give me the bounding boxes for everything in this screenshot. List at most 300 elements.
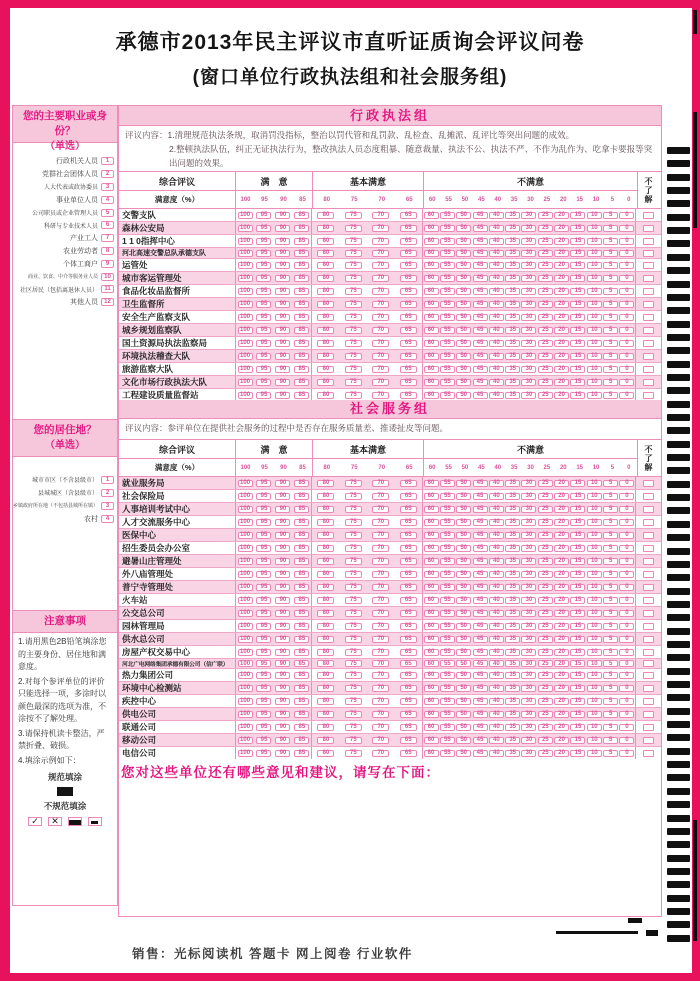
score-bubble[interactable]: 45 (473, 340, 488, 347)
score-bubble[interactable]: 85 (294, 545, 309, 552)
score-bubble[interactable]: 50 (456, 327, 471, 334)
score-bubble[interactable]: 80 (317, 340, 334, 347)
score-bubble[interactable]: 55 (440, 250, 455, 257)
score-bubble[interactable]: 30 (521, 392, 536, 399)
score-bubble[interactable]: 25 (538, 340, 553, 347)
score-bubble[interactable]: 50 (456, 238, 471, 245)
score-bubble[interactable]: 25 (538, 737, 553, 744)
score-bubble[interactable]: 55 (440, 698, 455, 705)
score-bubble[interactable]: 20 (554, 532, 569, 539)
score-bubble[interactable]: 95 (256, 262, 271, 269)
score-bubble[interactable]: 15 (570, 314, 585, 321)
score-bubble[interactable]: 20 (554, 610, 569, 617)
score-bubble[interactable]: 30 (521, 597, 536, 604)
score-bubble[interactable]: 65 (400, 225, 417, 232)
score-bubble[interactable]: 5 (603, 584, 618, 591)
score-bubble[interactable]: 5 (603, 288, 618, 295)
score-bubble[interactable]: 100 (238, 545, 253, 552)
score-bubble[interactable]: 25 (538, 506, 553, 513)
score-bubble[interactable]: 35 (505, 493, 520, 500)
unknown-checkbox[interactable] (643, 532, 654, 539)
score-bubble[interactable]: 45 (473, 558, 488, 565)
score-bubble[interactable]: 55 (440, 737, 455, 744)
score-bubble[interactable]: 30 (521, 623, 536, 630)
score-bubble[interactable]: 0 (619, 750, 634, 757)
score-bubble[interactable]: 15 (570, 262, 585, 269)
score-bubble[interactable]: 70 (372, 480, 389, 487)
option-bubble[interactable]: 5 (101, 209, 114, 217)
score-bubble[interactable]: 75 (345, 519, 362, 526)
score-bubble[interactable]: 65 (400, 698, 417, 705)
score-bubble[interactable]: 100 (238, 623, 253, 630)
score-bubble[interactable]: 45 (473, 519, 488, 526)
score-bubble[interactable]: 85 (294, 327, 309, 334)
score-bubble[interactable]: 45 (473, 610, 488, 617)
score-bubble[interactable]: 10 (587, 649, 602, 656)
score-bubble[interactable]: 95 (256, 545, 271, 552)
score-bubble[interactable]: 0 (619, 698, 634, 705)
option-bubble[interactable]: 3 (101, 183, 114, 191)
score-bubble[interactable]: 85 (294, 558, 309, 565)
score-bubble[interactable]: 25 (538, 250, 553, 257)
score-bubble[interactable]: 85 (294, 636, 309, 643)
score-bubble[interactable]: 75 (345, 737, 362, 744)
score-bubble[interactable]: 100 (238, 698, 253, 705)
score-bubble[interactable]: 65 (400, 262, 417, 269)
score-bubble[interactable]: 95 (256, 225, 271, 232)
score-bubble[interactable]: 30 (521, 379, 536, 386)
score-bubble[interactable]: 90 (275, 275, 290, 282)
score-bubble[interactable]: 35 (505, 649, 520, 656)
score-bubble[interactable]: 95 (256, 493, 271, 500)
score-bubble[interactable]: 65 (400, 558, 417, 565)
score-bubble[interactable]: 0 (619, 737, 634, 744)
score-bubble[interactable]: 10 (587, 558, 602, 565)
score-bubble[interactable]: 85 (294, 532, 309, 539)
score-bubble[interactable]: 60 (424, 737, 439, 744)
score-bubble[interactable]: 20 (554, 314, 569, 321)
option-bubble[interactable]: 4 (101, 196, 114, 204)
score-bubble[interactable]: 50 (456, 698, 471, 705)
score-bubble[interactable]: 35 (505, 340, 520, 347)
score-bubble[interactable]: 70 (372, 623, 389, 630)
score-bubble[interactable]: 70 (372, 558, 389, 565)
score-bubble[interactable]: 75 (345, 212, 362, 219)
score-bubble[interactable]: 45 (473, 623, 488, 630)
score-bubble[interactable]: 50 (456, 649, 471, 656)
score-bubble[interactable]: 20 (554, 288, 569, 295)
score-bubble[interactable]: 45 (473, 724, 488, 731)
score-bubble[interactable]: 5 (603, 623, 618, 630)
score-bubble[interactable]: 60 (424, 480, 439, 487)
score-bubble[interactable]: 55 (440, 558, 455, 565)
score-bubble[interactable]: 50 (456, 750, 471, 757)
score-bubble[interactable]: 90 (275, 262, 290, 269)
score-bubble[interactable]: 45 (473, 493, 488, 500)
score-bubble[interactable]: 50 (456, 340, 471, 347)
score-bubble[interactable]: 50 (456, 571, 471, 578)
score-bubble[interactable]: 90 (275, 584, 290, 591)
score-bubble[interactable]: 95 (256, 558, 271, 565)
score-bubble[interactable]: 45 (473, 584, 488, 591)
score-bubble[interactable]: 70 (372, 672, 389, 679)
score-bubble[interactable]: 25 (538, 558, 553, 565)
score-bubble[interactable]: 60 (424, 750, 439, 757)
score-bubble[interactable]: 35 (505, 353, 520, 360)
score-bubble[interactable]: 50 (456, 597, 471, 604)
score-bubble[interactable]: 65 (400, 532, 417, 539)
score-bubble[interactable]: 35 (505, 685, 520, 692)
score-bubble[interactable]: 65 (400, 623, 417, 630)
score-bubble[interactable]: 60 (424, 212, 439, 219)
score-bubble[interactable]: 30 (521, 301, 536, 308)
score-bubble[interactable]: 70 (372, 506, 389, 513)
score-bubble[interactable]: 0 (619, 685, 634, 692)
score-bubble[interactable]: 75 (345, 545, 362, 552)
score-bubble[interactable]: 45 (473, 288, 488, 295)
unknown-checkbox[interactable] (643, 660, 654, 667)
score-bubble[interactable]: 15 (570, 724, 585, 731)
unknown-checkbox[interactable] (643, 314, 654, 321)
score-bubble[interactable]: 90 (275, 519, 290, 526)
score-bubble[interactable]: 100 (238, 353, 253, 360)
score-bubble[interactable]: 90 (275, 301, 290, 308)
score-bubble[interactable]: 10 (587, 379, 602, 386)
score-bubble[interactable]: 30 (521, 649, 536, 656)
score-bubble[interactable]: 10 (587, 610, 602, 617)
score-bubble[interactable]: 70 (372, 340, 389, 347)
score-bubble[interactable]: 60 (424, 288, 439, 295)
score-bubble[interactable]: 100 (238, 610, 253, 617)
unknown-checkbox[interactable] (643, 698, 654, 705)
score-bubble[interactable]: 70 (372, 571, 389, 578)
score-bubble[interactable]: 75 (345, 314, 362, 321)
score-bubble[interactable]: 95 (256, 532, 271, 539)
score-bubble[interactable]: 55 (440, 340, 455, 347)
score-bubble[interactable]: 15 (570, 597, 585, 604)
score-bubble[interactable]: 40 (489, 750, 504, 757)
score-bubble[interactable]: 100 (238, 750, 253, 757)
score-bubble[interactable]: 70 (372, 584, 389, 591)
unknown-checkbox[interactable] (643, 353, 654, 360)
score-bubble[interactable]: 40 (489, 327, 504, 334)
score-bubble[interactable]: 95 (256, 379, 271, 386)
score-bubble[interactable]: 30 (521, 711, 536, 718)
score-bubble[interactable]: 50 (456, 225, 471, 232)
score-bubble[interactable]: 55 (440, 724, 455, 731)
score-bubble[interactable]: 0 (619, 519, 634, 526)
score-bubble[interactable]: 40 (489, 392, 504, 399)
score-bubble[interactable]: 30 (521, 584, 536, 591)
unknown-checkbox[interactable] (643, 480, 654, 487)
score-bubble[interactable]: 40 (489, 623, 504, 630)
score-bubble[interactable]: 75 (345, 340, 362, 347)
score-bubble[interactable]: 95 (256, 314, 271, 321)
score-bubble[interactable]: 60 (424, 225, 439, 232)
score-bubble[interactable]: 35 (505, 545, 520, 552)
score-bubble[interactable]: 30 (521, 545, 536, 552)
unknown-checkbox[interactable] (643, 685, 654, 692)
score-bubble[interactable]: 65 (400, 288, 417, 295)
score-bubble[interactable]: 25 (538, 672, 553, 679)
score-bubble[interactable]: 45 (473, 649, 488, 656)
score-bubble[interactable]: 80 (317, 379, 334, 386)
unknown-checkbox[interactable] (643, 262, 654, 269)
score-bubble[interactable]: 25 (538, 636, 553, 643)
score-bubble[interactable]: 85 (294, 340, 309, 347)
score-bubble[interactable]: 30 (521, 506, 536, 513)
score-bubble[interactable]: 50 (456, 493, 471, 500)
score-bubble[interactable]: 95 (256, 672, 271, 679)
unknown-checkbox[interactable] (643, 584, 654, 591)
score-bubble[interactable]: 90 (275, 724, 290, 731)
score-bubble[interactable]: 55 (440, 649, 455, 656)
score-bubble[interactable]: 85 (294, 301, 309, 308)
score-bubble[interactable]: 35 (505, 238, 520, 245)
score-bubble[interactable]: 0 (619, 327, 634, 334)
score-bubble[interactable]: 30 (521, 685, 536, 692)
score-bubble[interactable]: 45 (473, 366, 488, 373)
score-bubble[interactable]: 60 (424, 275, 439, 282)
score-bubble[interactable]: 0 (619, 275, 634, 282)
score-bubble[interactable]: 20 (554, 597, 569, 604)
score-bubble[interactable]: 35 (505, 212, 520, 219)
score-bubble[interactable]: 70 (372, 724, 389, 731)
score-bubble[interactable]: 90 (275, 660, 290, 667)
score-bubble[interactable]: 65 (400, 250, 417, 257)
score-bubble[interactable]: 20 (554, 480, 569, 487)
score-bubble[interactable]: 45 (473, 392, 488, 399)
score-bubble[interactable]: 60 (424, 353, 439, 360)
score-bubble[interactable]: 85 (294, 392, 309, 399)
score-bubble[interactable]: 0 (619, 493, 634, 500)
score-bubble[interactable]: 85 (294, 660, 309, 667)
score-bubble[interactable]: 80 (317, 623, 334, 630)
score-bubble[interactable]: 25 (538, 366, 553, 373)
score-bubble[interactable]: 100 (238, 660, 253, 667)
score-bubble[interactable]: 75 (345, 711, 362, 718)
unknown-checkbox[interactable] (643, 238, 654, 245)
score-bubble[interactable]: 75 (345, 610, 362, 617)
score-bubble[interactable]: 20 (554, 711, 569, 718)
score-bubble[interactable]: 85 (294, 480, 309, 487)
score-bubble[interactable]: 5 (603, 353, 618, 360)
score-bubble[interactable]: 65 (400, 493, 417, 500)
option-bubble[interactable]: 7 (101, 234, 114, 242)
score-bubble[interactable]: 60 (424, 238, 439, 245)
score-bubble[interactable]: 40 (489, 353, 504, 360)
score-bubble[interactable]: 100 (238, 212, 253, 219)
score-bubble[interactable]: 65 (400, 660, 417, 667)
score-bubble[interactable]: 65 (400, 314, 417, 321)
score-bubble[interactable]: 5 (603, 750, 618, 757)
score-bubble[interactable]: 45 (473, 685, 488, 692)
score-bubble[interactable]: 75 (345, 480, 362, 487)
score-bubble[interactable]: 20 (554, 212, 569, 219)
score-bubble[interactable]: 10 (587, 493, 602, 500)
score-bubble[interactable]: 10 (587, 737, 602, 744)
score-bubble[interactable]: 85 (294, 353, 309, 360)
unknown-checkbox[interactable] (643, 301, 654, 308)
score-bubble[interactable]: 50 (456, 314, 471, 321)
score-bubble[interactable]: 65 (400, 480, 417, 487)
score-bubble[interactable]: 0 (619, 353, 634, 360)
score-bubble[interactable]: 5 (603, 212, 618, 219)
score-bubble[interactable]: 100 (238, 262, 253, 269)
score-bubble[interactable]: 100 (238, 301, 253, 308)
score-bubble[interactable]: 30 (521, 724, 536, 731)
score-bubble[interactable]: 0 (619, 379, 634, 386)
score-bubble[interactable]: 85 (294, 711, 309, 718)
score-bubble[interactable]: 55 (440, 571, 455, 578)
score-bubble[interactable]: 100 (238, 288, 253, 295)
score-bubble[interactable]: 60 (424, 327, 439, 334)
score-bubble[interactable]: 20 (554, 623, 569, 630)
score-bubble[interactable]: 40 (489, 225, 504, 232)
score-bubble[interactable]: 50 (456, 506, 471, 513)
score-bubble[interactable]: 15 (570, 711, 585, 718)
score-bubble[interactable]: 25 (538, 212, 553, 219)
score-bubble[interactable]: 55 (440, 506, 455, 513)
score-bubble[interactable]: 70 (372, 711, 389, 718)
score-bubble[interactable]: 30 (521, 250, 536, 257)
score-bubble[interactable]: 25 (538, 314, 553, 321)
score-bubble[interactable]: 60 (424, 685, 439, 692)
score-bubble[interactable]: 55 (440, 238, 455, 245)
score-bubble[interactable]: 0 (619, 623, 634, 630)
score-bubble[interactable]: 30 (521, 558, 536, 565)
score-bubble[interactable]: 40 (489, 506, 504, 513)
score-bubble[interactable]: 85 (294, 698, 309, 705)
score-bubble[interactable]: 35 (505, 597, 520, 604)
score-bubble[interactable]: 100 (238, 493, 253, 500)
score-bubble[interactable]: 95 (256, 366, 271, 373)
option-bubble[interactable]: 9 (101, 260, 114, 268)
score-bubble[interactable]: 100 (238, 519, 253, 526)
score-bubble[interactable]: 90 (275, 212, 290, 219)
score-bubble[interactable]: 65 (400, 519, 417, 526)
option-bubble[interactable]: 10 (101, 273, 114, 281)
score-bubble[interactable]: 30 (521, 366, 536, 373)
score-bubble[interactable]: 75 (345, 623, 362, 630)
score-bubble[interactable]: 15 (570, 584, 585, 591)
option-bubble[interactable]: 8 (101, 247, 114, 255)
score-bubble[interactable]: 95 (256, 623, 271, 630)
score-bubble[interactable]: 50 (456, 584, 471, 591)
score-bubble[interactable]: 85 (294, 225, 309, 232)
unknown-checkbox[interactable] (643, 737, 654, 744)
unknown-checkbox[interactable] (643, 250, 654, 257)
score-bubble[interactable]: 0 (619, 672, 634, 679)
score-bubble[interactable]: 70 (372, 301, 389, 308)
score-bubble[interactable]: 30 (521, 314, 536, 321)
score-bubble[interactable]: 65 (400, 685, 417, 692)
score-bubble[interactable]: 85 (294, 584, 309, 591)
score-bubble[interactable]: 70 (372, 353, 389, 360)
score-bubble[interactable]: 85 (294, 649, 309, 656)
score-bubble[interactable]: 30 (521, 698, 536, 705)
score-bubble[interactable]: 90 (275, 340, 290, 347)
score-bubble[interactable]: 5 (603, 685, 618, 692)
score-bubble[interactable]: 40 (489, 597, 504, 604)
score-bubble[interactable]: 35 (505, 698, 520, 705)
score-bubble[interactable]: 60 (424, 340, 439, 347)
score-bubble[interactable]: 40 (489, 480, 504, 487)
score-bubble[interactable]: 40 (489, 532, 504, 539)
score-bubble[interactable]: 85 (294, 610, 309, 617)
score-bubble[interactable]: 35 (505, 724, 520, 731)
score-bubble[interactable]: 80 (317, 366, 334, 373)
unknown-checkbox[interactable] (643, 379, 654, 386)
score-bubble[interactable]: 10 (587, 366, 602, 373)
unknown-checkbox[interactable] (643, 724, 654, 731)
score-bubble[interactable]: 75 (345, 250, 362, 257)
score-bubble[interactable]: 40 (489, 584, 504, 591)
score-bubble[interactable]: 25 (538, 275, 553, 282)
score-bubble[interactable]: 10 (587, 672, 602, 679)
score-bubble[interactable]: 65 (400, 327, 417, 334)
score-bubble[interactable]: 80 (317, 636, 334, 643)
option-bubble[interactable]: 3 (101, 502, 114, 510)
score-bubble[interactable]: 10 (587, 288, 602, 295)
score-bubble[interactable]: 35 (505, 672, 520, 679)
score-bubble[interactable]: 100 (238, 636, 253, 643)
score-bubble[interactable]: 70 (372, 225, 389, 232)
score-bubble[interactable]: 60 (424, 660, 439, 667)
score-bubble[interactable]: 35 (505, 366, 520, 373)
score-bubble[interactable]: 5 (603, 660, 618, 667)
score-bubble[interactable]: 50 (456, 366, 471, 373)
score-bubble[interactable]: 100 (238, 225, 253, 232)
score-bubble[interactable]: 85 (294, 379, 309, 386)
score-bubble[interactable]: 45 (473, 262, 488, 269)
score-bubble[interactable]: 15 (570, 636, 585, 643)
score-bubble[interactable]: 25 (538, 545, 553, 552)
score-bubble[interactable]: 35 (505, 225, 520, 232)
score-bubble[interactable]: 5 (603, 724, 618, 731)
score-bubble[interactable]: 15 (570, 685, 585, 692)
score-bubble[interactable]: 10 (587, 262, 602, 269)
score-bubble[interactable]: 20 (554, 737, 569, 744)
score-bubble[interactable]: 40 (489, 610, 504, 617)
score-bubble[interactable]: 45 (473, 225, 488, 232)
score-bubble[interactable]: 20 (554, 225, 569, 232)
score-bubble[interactable]: 5 (603, 327, 618, 334)
score-bubble[interactable]: 10 (587, 636, 602, 643)
score-bubble[interactable]: 25 (538, 724, 553, 731)
score-bubble[interactable]: 60 (424, 672, 439, 679)
score-bubble[interactable]: 60 (424, 314, 439, 321)
score-bubble[interactable]: 40 (489, 288, 504, 295)
score-bubble[interactable]: 65 (400, 724, 417, 731)
score-bubble[interactable]: 10 (587, 238, 602, 245)
score-bubble[interactable]: 90 (275, 649, 290, 656)
score-bubble[interactable]: 65 (400, 649, 417, 656)
score-bubble[interactable]: 70 (372, 288, 389, 295)
score-bubble[interactable]: 100 (238, 532, 253, 539)
score-bubble[interactable]: 65 (400, 238, 417, 245)
score-bubble[interactable]: 0 (619, 250, 634, 257)
score-bubble[interactable]: 95 (256, 597, 271, 604)
score-bubble[interactable]: 55 (440, 610, 455, 617)
score-bubble[interactable]: 75 (345, 636, 362, 643)
score-bubble[interactable]: 80 (317, 519, 334, 526)
score-bubble[interactable]: 35 (505, 584, 520, 591)
score-bubble[interactable]: 25 (538, 660, 553, 667)
score-bubble[interactable]: 25 (538, 584, 553, 591)
score-bubble[interactable]: 5 (603, 275, 618, 282)
score-bubble[interactable]: 100 (238, 584, 253, 591)
